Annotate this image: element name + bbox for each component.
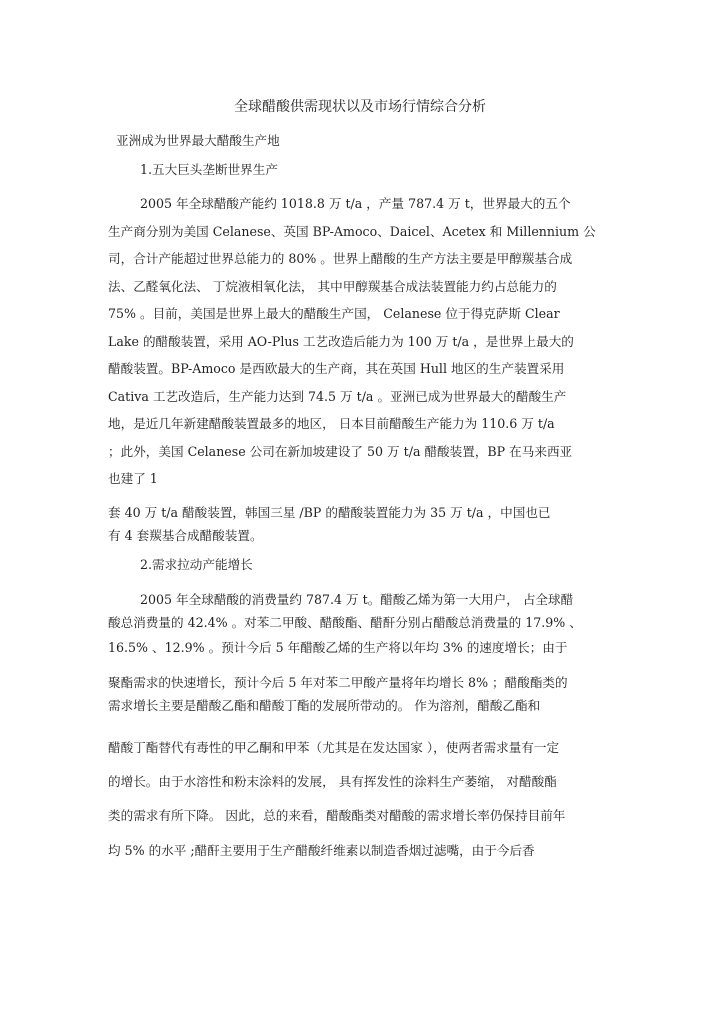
text-line: Cativa 工艺改造后，生产能力达到 74.5 万 t/a 。亚洲已成为世界最大的醋酸生产: [108, 389, 567, 404]
text-line: 2005 年全球醋酸产能约 1018.8 万 t/a ，产量 787.4 万 t，世界最大的五个: [140, 196, 571, 211]
text-line: Lake 的醋酸装置，采用 AO-Plus 工艺改造后能力为 100 万 t/a ，是世界上最大的: [108, 334, 574, 349]
text-line: 16.5% 、12.9% 。预计今后 5 年醋酸乙烯的生产将以年均 3% 的速度增长；由于: [108, 640, 568, 655]
text-line: 酸总消费量的 42.4% 。对苯二甲酸、醋酸酯、醋酐分别占醋酸总消费量的 17.9% 、: [108, 615, 582, 630]
text-line: 地，是近几年新建醋酸装置最多的地区， 日本目前醋酸生产能力为 110.6 万 t/a: [108, 416, 555, 431]
text-line: 法、乙醛氧化法、 丁烷液相氧化法， 其中甲醇羰基合成法装置能力约占总能力的: [108, 279, 557, 294]
text-line: 75% 。目前，美国是世界上最大的醋酸生产国， Celanese 位于得克萨斯 Clear: [108, 306, 560, 321]
text-line: 需求增长主要是醋酸乙酯和醋酸丁酯的发展所带动的。 作为溶剂，醋酸乙酯和: [108, 698, 541, 713]
text-line: 聚酯需求的快速增长，预计今后 5 年对苯二甲酸产量将年均增长 8% ；醋酸酯类的: [108, 675, 568, 690]
text-line: ；此外，美国 Celanese 公司在新加坡建设了 50 万 t/a 醋酸装置，BP 在马来西亚: [108, 444, 573, 459]
text-line: 也建了 1: [108, 471, 158, 486]
text-line: 2005 年全球醋酸的消费量约 787.4 万 t。醋酸乙烯为第一大用户， 占全球醋: [140, 592, 574, 607]
text-line: 有 4 套羰基合成醋酸装置。: [108, 528, 263, 543]
text-line: 均 5% 的水平 ;醋酐主要用于生产醋酸纤维素以制造香烟过滤嘴，由于今后香: [108, 843, 535, 858]
text-line: 司，合计产能超过世界总能力的 80% 。世界上醋酸的生产方法主要是甲醇羰基合成: [108, 251, 573, 266]
text-line: 类的需求有所下降。 因此，总的来看，醋酸酯类对醋酸的需求增长率仍保持目前年: [108, 808, 566, 823]
text-line: 的增长。由于水溶性和粉末涂料的发展， 具有挥发性的涂料生产萎缩， 对醋酸酯: [108, 774, 557, 789]
text-line: 醋酸丁酯替代有毒性的甲乙酮和甲苯（尤其是在发达国家 ），使两者需求量有一定: [108, 740, 560, 755]
section-heading: 亚洲成为世界最大醋酸生产地: [116, 133, 280, 148]
subheading-1: 1.五大巨头垄断世界生产: [140, 162, 278, 177]
text-line: 醋酸装置。BP-Amoco 是西欧最大的生产商，其在英国 Hull 地区的生产装置采用: [108, 361, 565, 376]
subheading-2: 2.需求拉动产能增长: [140, 557, 253, 572]
document-title: 全球醋酸供需现状以及市场行情综合分析: [234, 99, 486, 115]
text-line: 套 40 万 t/a 醋酸装置，韩国三星 /BP 的醋酸装置能力为 35 万 t/a ，中国也已: [108, 505, 551, 520]
text-line: 生产商分别为美国 Celanese、英国 BP-Amoco、Daicel、Acetex 和 Millennium 公: [108, 224, 596, 239]
